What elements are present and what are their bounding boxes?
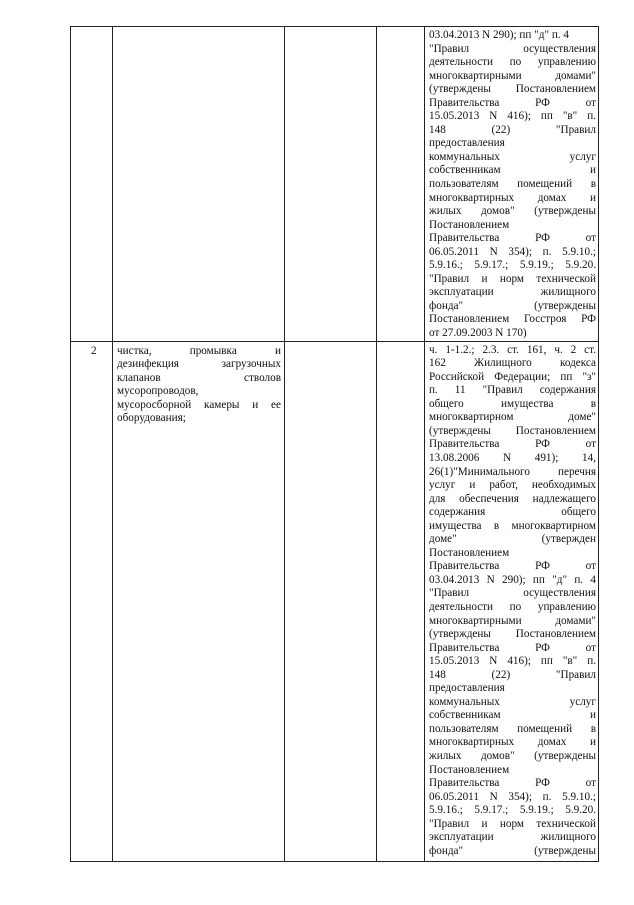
table-row	[71, 27, 599, 342]
text-line: Правительства РФ от	[429, 641, 596, 654]
text-line: Российской Федерации; пп "з"	[429, 370, 596, 383]
empty-cell	[285, 27, 377, 342]
text-line: 03.04.2013 N 290); пп "д" п. 4	[429, 573, 596, 586]
text-line: многоквартирными домами"	[429, 614, 596, 627]
text-line: "Правил осуществления	[429, 587, 596, 600]
row-number-cell	[71, 27, 113, 342]
text-line: коммунальных услуг	[429, 695, 596, 708]
work-description-cell	[113, 341, 285, 861]
text-line: жилых домов" (утверждены	[429, 749, 596, 762]
text-line: многоквартирными домами"	[429, 69, 596, 82]
text-line: деятельности по управлению	[429, 56, 596, 69]
text-line: 15.05.2013 N 416); пп "в" п.	[429, 655, 596, 668]
legal-basis-cell	[425, 27, 599, 342]
text-line: многоквартирных домах и	[429, 736, 596, 749]
text-line: 26(1)"Минимального перечня	[429, 465, 596, 478]
text-line: Правительства РФ от	[429, 560, 596, 573]
text-line: эксплуатации жилищного	[429, 286, 596, 299]
text-line: п. 11 "Правил содержания	[429, 384, 596, 397]
text-line: Правительства РФ от	[429, 777, 596, 790]
text-line: содержания общего	[429, 506, 596, 519]
text-line: собственникам и	[429, 709, 596, 722]
text-line: многоквартирном доме"	[429, 411, 596, 424]
text-line: оборудования;	[117, 412, 186, 425]
text-line: эксплуатации жилищного	[429, 831, 596, 844]
text-line: "Правил осуществления	[429, 42, 596, 55]
text-line: "Правил и норм технической	[429, 272, 596, 285]
document-table	[70, 26, 599, 862]
text-line: предоставления	[429, 137, 505, 150]
text-line: 06.05.2011 N 354); п. 5.9.10.;	[429, 790, 596, 803]
text-line: мусоросборной камеры и ее	[117, 398, 281, 411]
text-line: (утверждены Постановлением	[429, 628, 596, 641]
text-line: 5.9.16.; 5.9.17.; 5.9.19.; 5.9.20.	[429, 259, 596, 272]
empty-cell	[377, 27, 425, 342]
work-description-cell	[113, 27, 285, 342]
text-line: общего имущества в	[429, 397, 596, 410]
text-line: клапанов стволов	[117, 371, 281, 384]
legal-basis-cell	[425, 341, 599, 861]
empty-cell	[377, 341, 425, 861]
text-line: 06.05.2011 N 354); п. 5.9.10.;	[429, 245, 596, 258]
text-line: пользователям помещений в	[429, 722, 596, 735]
text-line: Постановлением	[429, 218, 510, 231]
text-line: Постановлением	[429, 763, 510, 776]
text-line: жилых домов" (утверждены	[429, 205, 596, 218]
text-line: Правительства РФ от	[429, 96, 596, 109]
text-line: фонда" (утверждены	[429, 844, 596, 857]
text-line: 15.05.2013 N 416); пп "в" п.	[429, 110, 596, 123]
text-line: "Правил и норм технической	[429, 817, 596, 830]
text-line: ч. 1-1.2.; 2.3. ст. 161, ч. 2 ст.	[429, 343, 596, 356]
text-line: многоквартирных домах и	[429, 191, 596, 204]
text-line: от 27.09.2003 N 170)	[429, 327, 527, 340]
text-line: 13.08.2006 N 491); 14,	[429, 451, 596, 464]
table-row	[71, 341, 599, 861]
text-line: собственникам и	[429, 164, 596, 177]
text-line: чистка, промывка и	[117, 344, 281, 357]
text-line: доме" (утвержден	[429, 533, 596, 546]
text-line: коммунальных услуг	[429, 150, 596, 163]
text-line: деятельности по управлению	[429, 600, 596, 613]
text-line: Постановлением	[429, 546, 510, 559]
text-line: (утверждены Постановлением	[429, 83, 596, 96]
text-line: для обеспечения надлежащего	[429, 492, 596, 505]
text-line: мусоропроводов,	[117, 385, 199, 398]
text-line: предоставления	[429, 682, 505, 695]
text-line: 5.9.16.; 5.9.17.; 5.9.19.; 5.9.20.	[429, 804, 596, 817]
row-number-cell: 2	[71, 341, 113, 861]
text-line: дезинфекция загрузочных	[117, 358, 281, 371]
text-line: 148 (22) "Правил	[429, 123, 596, 136]
text-line: Постановлением Госстроя РФ	[429, 313, 596, 326]
text-line: Правительства РФ от	[429, 232, 596, 245]
empty-cell	[285, 341, 377, 861]
text-line: 162 Жилищного кодекса	[429, 357, 596, 370]
text-line: 148 (22) "Правил	[429, 668, 596, 681]
text-line: Правительства РФ от	[429, 438, 596, 451]
text-line: (утверждены Постановлением	[429, 424, 596, 437]
text-line: имущества в многоквартирном	[429, 519, 596, 532]
text-line: 03.04.2013 N 290); пп "д" п. 4	[429, 29, 569, 41]
text-line: фонда" (утверждены	[429, 299, 596, 312]
text-line: услуг и работ, необходимых	[429, 479, 596, 492]
text-line: пользователям помещений в	[429, 178, 596, 191]
